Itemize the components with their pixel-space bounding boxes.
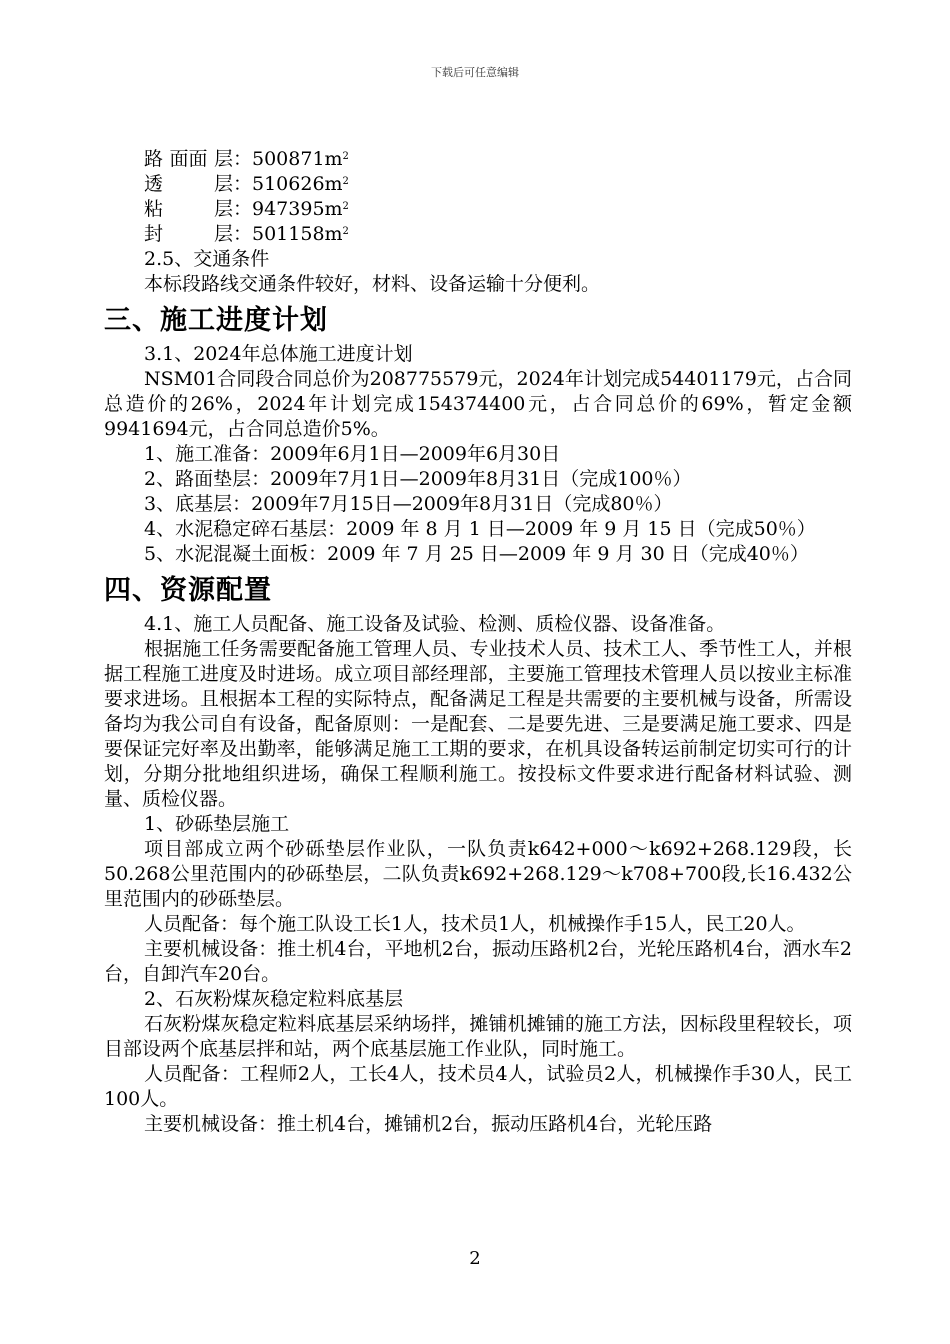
- material-char: 透: [144, 173, 164, 195]
- subsection-heading: 2、石灰粉煤灰稳定粒料底基层: [144, 988, 404, 1010]
- paragraph: NSM01合同段合同总价为208775579元，2024年计划完成54401179元，占合同总造价的26%，2024年计划完成154374400元，占合同总价的69%，暂定金额9941694元，占合同总造价5%。: [104, 368, 852, 440]
- paragraph: 人员配备：工程师2人，工长4人，技术员4人，试验员2人，机械操作手30人，民工100人。: [104, 1063, 852, 1110]
- document-body: [104, 147, 852, 1137]
- material-row: [104, 222, 852, 247]
- material-char: 粘: [144, 198, 164, 220]
- material-value: 510626m: [252, 173, 343, 195]
- material-row: [104, 197, 852, 222]
- material-char: 封: [144, 223, 164, 245]
- paragraph: 人员配备：每个施工队设工长1人，技术员1人，机械操作手15人，民工20人。: [144, 913, 806, 935]
- subsection-heading: 2.5、交通条件: [144, 248, 270, 270]
- paragraph: 主要机械设备：推土机4台，平地机2台，振动压路机2台，光轮压路机4台，洒水车2台，自卸汽车20台。: [104, 938, 852, 985]
- page-number: 2: [469, 1248, 481, 1269]
- subsection-heading: 1、砂砾垫层施工: [144, 813, 290, 835]
- material-char: 层：: [213, 173, 252, 195]
- schedule-item: 3、底基层：2009年7月15日—2009年8月31日（完成80％）: [144, 493, 673, 515]
- material-char: 层：: [213, 223, 252, 245]
- material-row: [104, 172, 852, 197]
- unit-superscript: 2: [342, 151, 349, 162]
- material-value: 501158m: [252, 223, 343, 245]
- section-title: 四、资源配置: [104, 575, 272, 606]
- schedule-item: 4、水泥稳定碎石基层：2009 年 8 月 1 日—2009 年 9 月 15 日（完成50％）: [144, 518, 816, 540]
- subsection-heading: 3.1、2024年总体施工进度计划: [144, 343, 413, 365]
- paragraph: 本标段路线交通条件较好，材料、设备运输十分便利。: [144, 273, 601, 295]
- schedule-item: 1、施工准备：2009年6月1日—2009年6月30日: [144, 443, 561, 465]
- subsection-heading: 4.1、施工人员配备、施工设备及试验、检测、质检仪器、设备准备。: [144, 613, 726, 635]
- material-char: 面面: [169, 148, 208, 170]
- material-value: 947395m: [252, 198, 343, 220]
- material-char: 路: [144, 148, 164, 170]
- unit-superscript: 2: [342, 226, 349, 237]
- unit-superscript: 2: [342, 201, 349, 212]
- schedule-item: 2、路面垫层：2009年7月1日—2009年8月31日（完成100％）: [144, 468, 692, 490]
- unit-superscript: 2: [342, 176, 349, 187]
- page-header: 下载后可任意编辑: [431, 66, 519, 79]
- paragraph: 根据施工任务需要配备施工管理人员、专业技术人员、技术工人、季节性工人，并根据工程施工进度及时进场。成立项目部经理部，主要施工管理技术管理人员以按业主标准要求进场。且根据本工程的实际特点，配备满足工程是共需要的主要机械与设备，所需设备均为我公司自有设备，配备原则：一是配套、二是要先进、三是要满足施工要求、四是要保证完好率及出勤率，能够满足施工工期的要求，在机具设备转运前制定切实可行的计划，分期分批地组织进场，确保工程顺利施工。按投标文件要求进行配备材料试验、测量、质检仪器。: [104, 638, 852, 810]
- paragraph: 主要机械设备：推土机4台，摊铺机2台，振动压路机4台，光轮压路: [144, 1113, 713, 1135]
- material-value: 500871m: [252, 148, 343, 170]
- paragraph: 石灰粉煤灰稳定粒料底基层采纳场拌，摊铺机摊铺的施工方法，因标段里程较长，项目部设两个底基层拌和站，两个底基层施工作业队，同时施工。: [104, 1013, 852, 1060]
- section-title: 三、施工进度计划: [104, 305, 328, 336]
- material-char: 层：: [213, 148, 252, 170]
- schedule-item: 5、水泥混凝土面板：2009 年 7 月 25 日—2009 年 9 月 30 日（完成40％）: [144, 543, 809, 565]
- paragraph: 项目部成立两个砂砾垫层作业队，一队负责k642+000～k692+268.129段，长50.268公里范围内的砂砾垫层，二队负责k692+268.129～k708+700段,长16.432公里范围内的砂砾垫层。: [104, 838, 852, 910]
- material-char: 层：: [213, 198, 252, 220]
- material-row: [104, 147, 852, 172]
